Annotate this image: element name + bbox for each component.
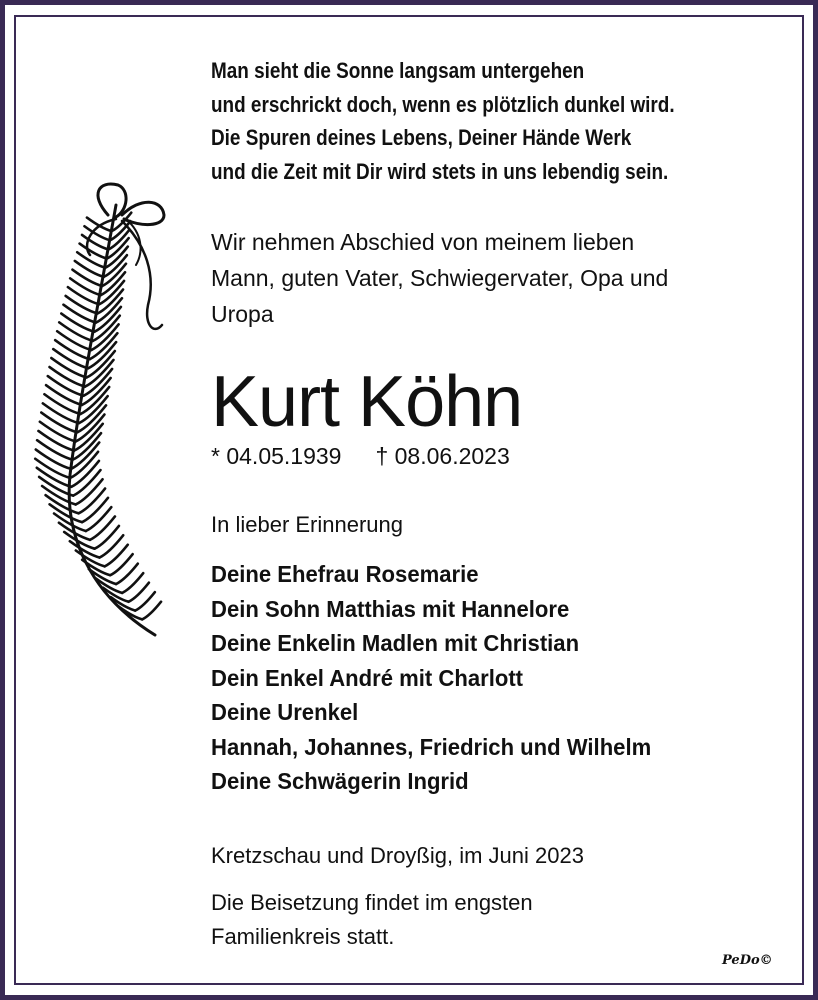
burial-line: Die Beisetzung findet im engsten [211,890,533,915]
family-member: Hannah, Johannes, Friedrich und Wilhelm [211,733,652,760]
intro-line: Mann, guten Vater, Schwiegervater, Opa und [211,265,669,291]
poem-line: Man sieht die Sonne langsam untergehen [211,58,585,83]
family-member: Deine Ehefrau Rosemarie [211,561,479,587]
frond-leaf [70,452,98,478]
palm-branch-with-ribbon-icon [30,175,190,645]
farewell-intro [211,224,771,332]
frond-leaf [55,340,90,359]
poem-line: und die Zeit mit Dir wird stets in uns lebendig sein. [211,158,669,184]
place-date: Kretzschau und Droyßig, im Juni 2023 [211,843,584,868]
signature-mark: PeDo© [722,953,773,968]
deceased-name: Kurt Köhn [211,362,523,442]
family-member: Deine Urenkel [211,699,359,725]
family-member: Deine Enkelin Madlen mit Christian [211,630,580,656]
poem-line: Die Spuren deines Lebens, Deiner Hände Werk [211,125,632,150]
memory-text: In lieber Erinnerung [211,512,404,537]
family-member: Deine Schwägerin Ingrid [211,768,469,794]
family-member: Dein Enkel André mit Charlott [211,664,524,691]
life-dates [211,440,771,472]
burial-line: Familienkreis statt. [211,924,395,949]
burial-notice [211,886,771,954]
frond-leaf [116,564,138,584]
intro-line: Uropa [211,301,274,327]
frond-leaf [59,322,93,340]
family-member: Dein Sohn Matthias mit Hannelore [211,595,570,622]
frond-leaf [86,507,111,531]
birth-date: * 04.05.1939 [211,443,342,469]
intro-line: Wir nehmen Abschied von meinem lieben [211,229,635,255]
family-list [211,557,771,799]
frond-leaf [61,314,94,332]
frond-leaf [57,331,91,350]
poem-block [211,54,771,188]
death-date: † 08.06.2023 [375,443,510,469]
poem-line: und erschrickt doch, wenn es plötzlich dunkel wird. [211,91,675,117]
